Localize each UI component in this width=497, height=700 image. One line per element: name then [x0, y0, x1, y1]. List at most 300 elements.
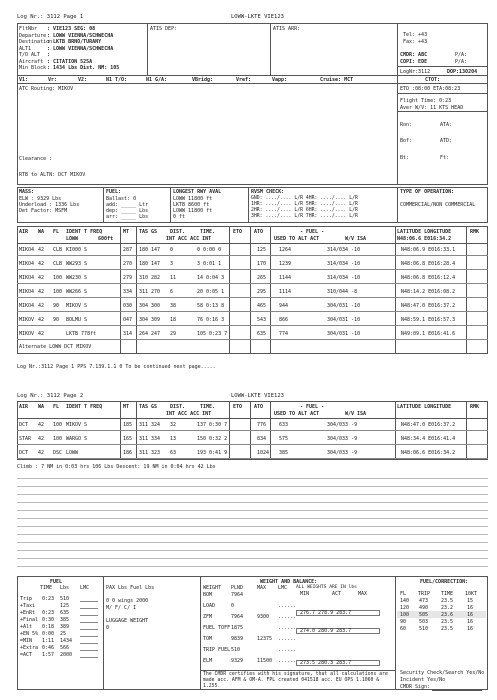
fc-col: FL	[400, 591, 407, 597]
vspeed-n1to: N1 T/O:	[106, 77, 128, 83]
table-cell: 32	[170, 422, 177, 428]
table-row	[17, 257, 488, 270]
table-cell: N48:34.4 E016:41.4	[401, 436, 456, 442]
col-tas-gs: TAS GS	[139, 404, 158, 410]
blank-line	[17, 518, 488, 519]
table-cell: WW266 S	[66, 289, 88, 295]
vspeed-v1: V1:	[19, 77, 29, 83]
flight-info-value: : LOWW VIENNA/SCHWECHA	[47, 45, 114, 52]
wb-col: ALL WEIGHTS ARE IN lbs	[296, 585, 357, 590]
page2-header-lognr: Log Nr.: 3112 Page 2	[17, 393, 84, 399]
wb-row-max: 11500	[257, 658, 273, 664]
wb-col: PLND	[231, 585, 244, 591]
fc-cell: 510	[419, 626, 429, 632]
wb-row-lmc: ......	[278, 647, 297, 653]
table-cell: N48:47.0 E016:37.2	[401, 303, 456, 309]
fuel-line: Ballast: 0	[106, 196, 137, 202]
security-check: Security Check/Search Yes/No	[400, 670, 485, 676]
fuel-row-label: Trip	[20, 596, 33, 602]
flight-info-value: :	[47, 52, 51, 58]
clearance: Clearance :	[19, 156, 53, 162]
pax-line: PAX Lbs Fuel Lbs	[106, 585, 155, 591]
sub-origin-pos: N48:06.6 E016:34.2	[397, 236, 452, 242]
table-cell: N48:14.2 E016:08.2	[401, 289, 456, 295]
blank-line	[17, 494, 488, 495]
flight-info-value: : LOWW VIENNA/SCHWECHA	[47, 32, 114, 39]
rvsm-line: GND: ..../.... L/R 4HR: ..../.... L/R	[251, 196, 358, 201]
fuel-row-lmc-blank	[80, 629, 98, 630]
lognr-small: LogNr:3112	[400, 69, 431, 75]
table-cell: 58 0:13 8	[197, 303, 225, 309]
fc-cell: 23.5	[441, 619, 454, 625]
table-cell: 295	[257, 289, 267, 295]
wb-col: LMC	[278, 585, 288, 591]
blank-line	[17, 478, 488, 479]
flight-info-key: T/O ALT	[19, 52, 41, 58]
table-cell: KI000 S	[66, 247, 88, 253]
table-cell: DCT	[19, 422, 29, 428]
blank-line	[17, 486, 488, 487]
table-cell: 42	[38, 317, 45, 323]
wb-row-label: BOM	[203, 592, 213, 598]
table-cell: 13	[170, 436, 177, 442]
table-cell: 29	[170, 331, 177, 337]
fuel-line: add: _____ Ltr	[106, 202, 149, 208]
fuel-row-label: +Final	[20, 617, 39, 623]
rtb-altn: RTB to ALTN: DCT MIKOV	[19, 172, 86, 178]
table-cell: 270	[123, 261, 133, 267]
table-cell: 42	[38, 450, 45, 456]
table-cell: 314/034 -10	[327, 261, 361, 267]
table-cell: CLB	[53, 247, 63, 253]
col-eto: ETO	[233, 404, 243, 410]
copi: COPI: EDE	[400, 59, 428, 65]
ata: ATA:	[440, 122, 453, 128]
wb-row-plnd: 9329	[231, 658, 244, 664]
fuel-row-lbs: 25	[60, 631, 67, 637]
col-latlon: LATITUDE LONGITUDE	[397, 229, 452, 235]
table-cell: 311 323	[139, 450, 161, 456]
table-row	[17, 271, 488, 284]
blank-line	[17, 502, 488, 503]
ctot-label: CTOT:	[425, 77, 441, 83]
wb-col: MIN	[300, 591, 310, 597]
sub-fuel: USED TO ALT ACT	[274, 236, 320, 242]
fuel-summary-title: FUEL	[50, 579, 63, 585]
table-cell: 314/034 -10	[327, 247, 361, 253]
table-row	[17, 446, 488, 459]
col-ato: ATO	[254, 229, 264, 235]
fuel-row-label: +EnRt	[20, 610, 36, 616]
pax-line: M/ F/ C/ I	[106, 605, 137, 611]
wb-row-plnd: 510	[231, 647, 241, 653]
vspeed-vapp: Vapp:	[272, 77, 288, 83]
col-dist: DIST.	[170, 229, 186, 235]
blank-line	[17, 534, 488, 535]
table-cell: 385	[279, 450, 289, 456]
table-cell: MIKOV S	[66, 303, 88, 309]
fc-cell: 15	[467, 598, 474, 604]
wb-col: MAX	[358, 591, 368, 597]
table-cell: N48:06.9 E016:33.1	[401, 247, 456, 253]
col-mt: MT	[123, 404, 130, 410]
table-cell: 3	[170, 261, 174, 267]
table-cell: 314/034 -10	[327, 275, 361, 281]
table-cell: N48:47.0 E016:37.2	[401, 422, 456, 428]
table-row	[17, 418, 488, 431]
wb-col: WEIGHT	[203, 585, 222, 591]
dop: DOP:130204	[447, 69, 478, 75]
table-cell: N49:09.1 E016:41.6	[401, 331, 456, 337]
op-type-title: TYPE OF OPERATION:	[400, 189, 455, 195]
table-cell: 1114	[279, 289, 292, 295]
table-cell: 180 147	[139, 247, 161, 253]
flight-time: Flight Time: 0:23	[400, 98, 452, 104]
table-cell: MIKO4	[19, 261, 35, 267]
page1-footer: Log Nr.:3112 Page 1 PPS 7.139.1.1 0 To be continued next page.....	[17, 364, 216, 370]
flight-info-key: Departure	[19, 32, 47, 39]
table-cell: 63	[170, 450, 177, 456]
table-cell: 047	[123, 317, 133, 323]
wb-row-label: LOAD	[203, 603, 216, 609]
table-cell: 6	[170, 289, 174, 295]
table-cell: N48:06.6 E016:34.2	[401, 450, 456, 456]
col-mt: MT	[123, 229, 130, 235]
table-cell: 150 0:32 2	[197, 436, 228, 442]
fc-col: 10KT	[465, 591, 478, 597]
table-cell: 304/033 -9	[327, 450, 358, 456]
pax-line: 0 0 wings 2000	[106, 598, 149, 604]
table-cell: 1239	[279, 261, 292, 267]
mass-line: Underload : 1336 Lbs	[19, 202, 80, 208]
incident: Incident Yes/No	[400, 677, 446, 683]
table-cell: 90	[53, 317, 60, 323]
fc-col: TRIP	[418, 591, 431, 597]
blank-line	[17, 542, 488, 543]
cmdr: CMDR: ABC	[400, 52, 428, 58]
fuel-row-lmc-blank	[80, 615, 98, 616]
col-eto: ETO	[233, 229, 243, 235]
atc-routing: ATC Routing: MIKOV	[19, 86, 74, 92]
wb-row-label: ELM	[203, 658, 213, 664]
sub-loww: LOWW	[66, 236, 79, 242]
rvsm-line: 2HR: ..../.... L/R 6HR: ..../.... L/R	[251, 208, 358, 213]
fuel-row-time: 0:30	[42, 617, 55, 623]
runway-line: LOWW 11800 ft	[173, 208, 213, 214]
table-cell: MIKOV	[19, 317, 35, 323]
fuel-row-label: +EN 5%	[20, 631, 39, 637]
flight-info-key: Destination	[19, 39, 53, 45]
fuel-row-label: =ACT	[20, 652, 33, 658]
table-cell: 186	[123, 450, 133, 456]
fuel-row-time: 1:57	[42, 652, 55, 658]
table-cell: 314	[123, 331, 133, 337]
col-rmk: RMK	[470, 404, 480, 410]
fuel-row-lbs: 635	[60, 610, 70, 616]
atis-dep: ATIS DEP:	[150, 26, 178, 32]
wb-row-plnd: 0	[231, 603, 235, 609]
table-row	[17, 285, 488, 298]
runway-title: LONGEST RWY AVAL	[173, 189, 222, 195]
wb-row-lmc: ......	[278, 625, 297, 631]
table-cell: 11	[170, 275, 177, 281]
table-cell: 42	[38, 275, 45, 281]
col-rmk: RMK	[470, 229, 480, 235]
vspeed-vr: Vr:	[48, 77, 58, 83]
table-cell: 633	[279, 422, 289, 428]
table-cell: WW293 S	[66, 261, 88, 267]
pax-line: LUGGAGE WEIGHT	[106, 618, 149, 624]
col-time: TIME.	[200, 404, 216, 410]
wb-row-plnd: 1875	[231, 625, 244, 631]
flight-info-key: Min Block	[19, 65, 47, 71]
col-ident: IDENT T FREQ	[66, 404, 103, 410]
flight-info-value: : VIE123 SEG: 08	[47, 26, 96, 32]
table-cell: 165	[123, 436, 133, 442]
bt: Bt:	[400, 155, 410, 161]
table-cell: 1144	[279, 275, 292, 281]
fc-cell: 16	[467, 605, 474, 611]
rvsm-title: RVSM CHECK:	[251, 189, 285, 195]
fc-cell: 23.2	[441, 605, 454, 611]
fuel-row-lmc-blank	[80, 601, 98, 602]
fuel-row-lmc-blank	[80, 657, 98, 658]
fuel-row-lmc-blank	[80, 608, 98, 609]
flight-info-key: FltNbr	[19, 26, 38, 32]
table-cell: 304 309	[139, 317, 161, 323]
col-tas-gs: TAS GS	[139, 229, 158, 235]
fuel-row-lbs: 510	[60, 596, 70, 602]
fuel-row-lbs: 389	[60, 624, 70, 630]
wb-title: WEIGHT AND BALANCE:	[260, 579, 318, 585]
table-cell: 90	[53, 303, 60, 309]
table-cell: DSC	[53, 450, 63, 456]
blank-line	[17, 526, 488, 527]
table-cell: 030	[123, 303, 133, 309]
fuel-correction-title: FUEL/CORRECTION:	[420, 579, 469, 585]
table-cell: 304/031 -10	[327, 317, 361, 323]
table-cell: 311 324	[139, 422, 161, 428]
table-cell: MIKOV S	[66, 422, 88, 428]
wb-row-plnd: 7964	[231, 592, 244, 598]
fuel-col-lbs: Lbs	[60, 585, 70, 591]
table-cell: 774	[279, 331, 289, 337]
vspeed-vref: Vref:	[236, 77, 252, 83]
col-fl: FL	[53, 229, 60, 235]
table-cell: 100	[53, 289, 63, 295]
table-cell: WW230 S	[66, 275, 88, 281]
table-cell: 38	[170, 303, 177, 309]
table-row	[17, 243, 488, 256]
pa-1: P/A:	[455, 52, 468, 58]
op-type: COMMERCIAL/NON COMMERCIAL	[400, 202, 476, 208]
sub-int-acc: INT ACC ACC INT	[166, 411, 212, 417]
table-cell: 304/033 -9	[327, 422, 358, 428]
table-cell: 1264	[279, 247, 292, 253]
table-cell: 18	[170, 317, 177, 323]
cg-values: 273.5 280.3 283.7	[300, 660, 352, 666]
pa-2: P/A:	[455, 59, 468, 65]
table-cell: LOWW	[66, 450, 79, 456]
atd: ATD:	[440, 138, 453, 144]
table-cell: 304/031 -10	[327, 331, 361, 337]
table-cell: 185	[123, 422, 133, 428]
table-row	[17, 299, 488, 312]
fuel-row-lmc-blank	[80, 622, 98, 623]
wb-row-max: 9300	[257, 614, 270, 620]
table-cell: 866	[279, 317, 289, 323]
fuel-row-time: 0:23	[42, 596, 55, 602]
table-cell: MIKO4	[19, 275, 35, 281]
wb-row-lmc: ......	[278, 636, 297, 642]
sub-wv: W/V ISA	[345, 411, 367, 417]
table-cell: 575	[279, 436, 289, 442]
fuel-row-time: 0:23	[42, 610, 55, 616]
fuel-row-time: 0:46	[42, 645, 55, 651]
wb-row-label: ZFM	[203, 614, 213, 620]
table-cell: STAR	[19, 436, 32, 442]
fuel-row-label: +Extra	[20, 645, 39, 651]
table-cell: 42	[38, 422, 45, 428]
wb-col: ACT	[332, 591, 342, 597]
fuel-line: dep: _____ Lbs	[106, 208, 149, 214]
fuel-row-lbs: 125	[60, 603, 70, 609]
fuel-row-time: 1:11	[42, 638, 55, 644]
mass-line: ELW : 9329 Lbs	[19, 196, 62, 202]
fc-cell: 140	[400, 598, 410, 604]
table-row	[17, 313, 488, 326]
fc-cell: 23.5	[441, 598, 454, 604]
fuel-line: arr: _____ Lbs	[106, 214, 149, 220]
flight-info-value: : 1434 Lbs Dist. NM: 105	[47, 65, 120, 71]
table-cell: 310 282	[139, 275, 161, 281]
table-cell: 76 0:16 3	[197, 317, 225, 323]
fuel-col-time: TIME	[40, 585, 53, 591]
table-cell: WARGO S	[66, 436, 88, 442]
table-cell: 310/044 -8	[327, 289, 358, 295]
col-time: TIME.	[200, 229, 216, 235]
runway-line: LOWW 11800 ft	[173, 196, 213, 202]
rvsm-line: 3HR: ..../.... L/R 7HR: ..../.... L/R	[251, 214, 358, 219]
fuel-row-lmc-blank	[80, 650, 98, 651]
blank-line	[17, 558, 488, 559]
table-cell: BOLMU S	[66, 317, 88, 323]
flight-info-key: ALT1	[19, 45, 32, 52]
table-cell: MIKO4	[19, 247, 35, 253]
vspeed-vbridg: VBridg:	[192, 77, 214, 83]
certify-text: The CMDR certifies with his signature, that all calculations are made acc. AFM & OM-A. FPL created 041518 acc. EU OPS 1.1060 & 1.255.	[203, 672, 388, 689]
wb-row-label: TOM	[203, 636, 213, 642]
table-cell: 304 300	[139, 303, 161, 309]
blank-line	[17, 566, 488, 567]
col-wa: WA	[38, 229, 45, 235]
table-cell: 42	[38, 261, 45, 267]
table-cell: MIKOV	[19, 331, 35, 337]
table-cell: 42	[38, 436, 45, 442]
table-cell: 42	[38, 331, 45, 337]
col-fuel: - FUEL -	[300, 229, 325, 235]
table-cell: 304/033 -9	[327, 436, 358, 442]
sub-elev: 600ft	[98, 236, 114, 242]
table-cell: 14 0:04 3	[197, 275, 225, 281]
fuel-row-label: =MIN	[20, 638, 33, 644]
aver-wv: Aver W/V: 11 KTS HEAD	[400, 105, 464, 111]
table-row	[17, 327, 488, 340]
fc-cell: 23.6	[441, 612, 454, 618]
climb-descent: Climb : 7 NM in 0:03 hrs 106 Lbs Descent: 19 NM in 0:04 hrs 42 Lbs	[17, 464, 216, 470]
table-cell: 776	[257, 422, 267, 428]
fc-cell: 120	[400, 605, 410, 611]
fuel-row-lmc-blank	[80, 643, 98, 644]
table-row	[17, 432, 488, 445]
wb-row-lmc: ......	[278, 614, 297, 620]
fc-cell: 100	[400, 612, 410, 618]
fc-cell: 490	[419, 605, 429, 611]
wb-row-lmc: ......	[278, 658, 297, 664]
table-cell: 279	[123, 275, 133, 281]
table-cell: 100	[53, 422, 63, 428]
table-cell: 0 0:00 0	[197, 247, 222, 253]
sub-fuel: USED TO ALT ACT	[274, 411, 320, 417]
wb-row-plnd: 7964	[231, 614, 244, 620]
fuel-row-time: 0:18	[42, 624, 55, 630]
table-cell: 3 0:01 1	[197, 261, 222, 267]
table-cell: 180 147	[139, 261, 161, 267]
fax: Fax: +43	[403, 39, 428, 45]
table-cell: 170	[257, 261, 267, 267]
runway-line: LKTB 8600 ft	[173, 202, 210, 208]
table-cell: MIKO4	[19, 289, 35, 295]
table-cell: 1024	[257, 450, 270, 456]
blank-line	[17, 510, 488, 511]
wb-row-max: 12375	[257, 636, 273, 642]
table-cell: DCT	[19, 450, 29, 456]
ron: Ron:	[400, 122, 413, 128]
table-cell: 265	[257, 275, 267, 281]
col-ident: IDENT T FREQ	[66, 229, 103, 235]
table-cell: 944	[279, 303, 289, 309]
fc-cell: 505	[419, 612, 429, 618]
etd-eta: ETD :08:00 ETA:08:23	[400, 86, 461, 92]
fc-col: TIME	[441, 591, 454, 597]
sub-int-acc: INT ACC ACC INT	[166, 236, 212, 242]
table-cell: 125	[257, 247, 267, 253]
cg-values: 274.0 280.9 283.7	[300, 628, 352, 634]
table-cell: 193 0:41 9	[197, 450, 228, 456]
fc-cell: 60	[400, 626, 407, 632]
table-cell: 20 0:05 1	[197, 289, 225, 295]
wb-col: MAX	[257, 585, 267, 591]
runway-line: 0 ft	[173, 214, 186, 220]
mass-line: Det Factor: MSFM	[19, 208, 68, 214]
table-cell: 635	[257, 331, 267, 337]
wb-row-label: TRIP FUEL	[203, 647, 231, 653]
wb-row-label: FUEL TOFF	[203, 625, 231, 631]
fuel-col-lmc: LMC	[80, 585, 90, 591]
fuel-row-lbs: 385	[60, 617, 70, 623]
fc-cell: 90	[400, 619, 407, 625]
table-cell: LKTB 778ft	[66, 331, 97, 337]
table-cell: N48:06.8 E016:28.4	[401, 261, 456, 267]
pax-line: 0	[106, 625, 110, 631]
cmdr-sign: CMDR Sign:	[400, 684, 431, 690]
fuel-row-time: 0:00	[42, 631, 55, 637]
fuel-row-label: +Alt	[20, 624, 33, 630]
table-cell: CLB	[53, 261, 63, 267]
rvsm-line: 1HR: ..../.... L/R 5HR: ..../.... L/R	[251, 202, 358, 207]
fc-cell: 16	[467, 626, 474, 632]
col-air: AIR	[19, 229, 29, 235]
